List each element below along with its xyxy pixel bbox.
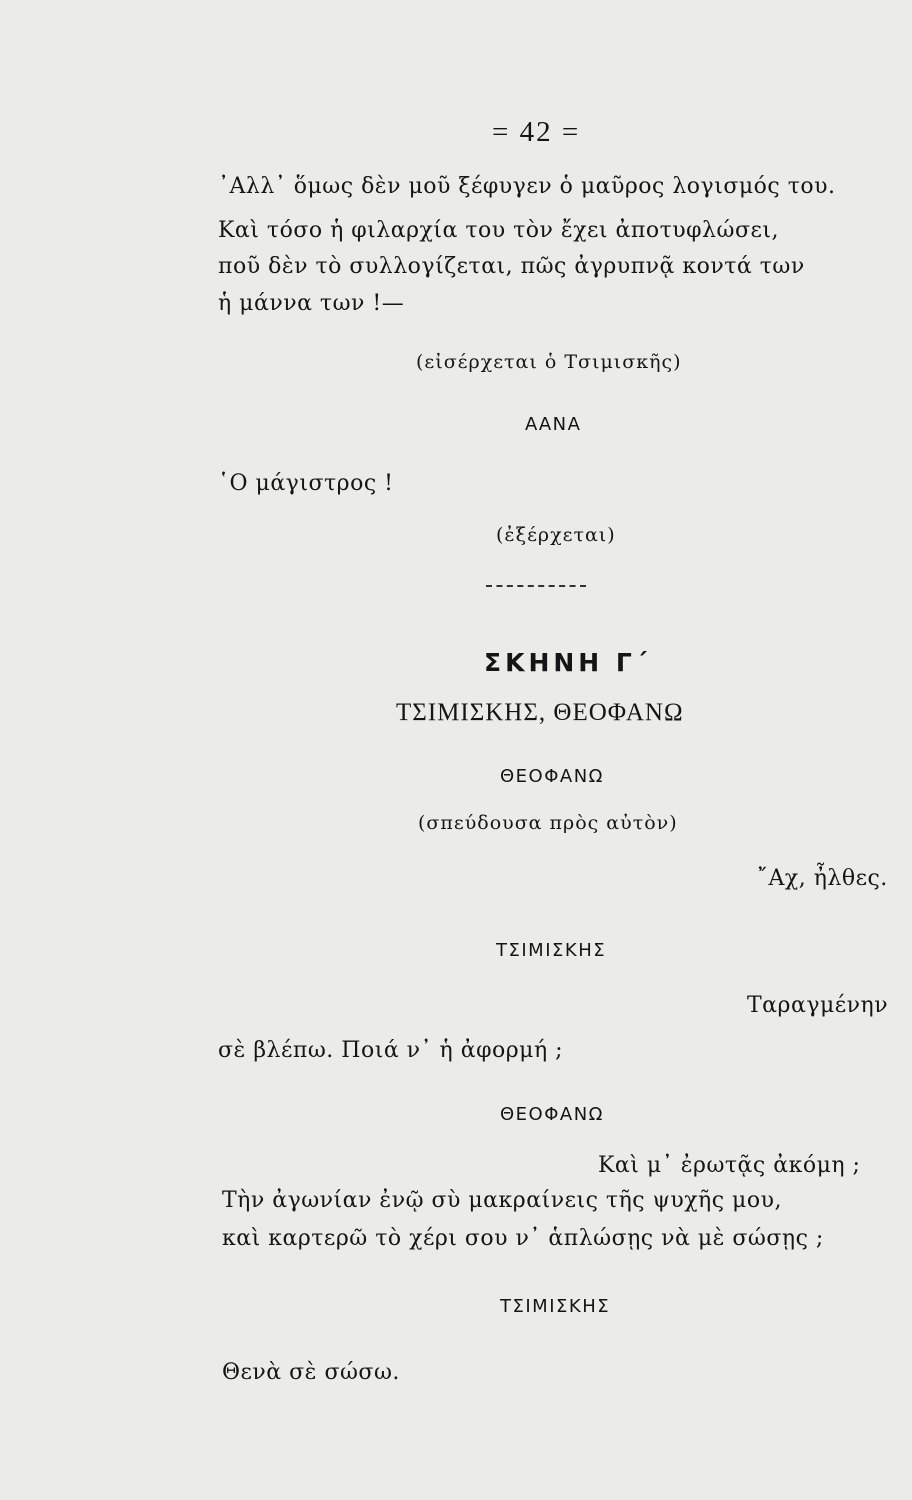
speaker-name: ΑΑΝΑ (525, 414, 582, 435)
dialogue-line: Καὶ μ᾿ ἐρωτᾷς ἀκόμη ; (598, 1153, 861, 1178)
stage-direction: (σπεύδουσα πρὸς αὐτὸν) (418, 812, 678, 834)
verse-line: Καὶ τόσο ἡ φιλαρχία του τὸν ἔχει ἀποτυφλώσει, (218, 218, 779, 243)
speaker-name: ΤΣΙΜΙΣΚΗΣ (500, 1296, 611, 1317)
stage-direction: (εἰσέρχεται ὁ Τσιμισκῆς) (416, 351, 682, 373)
dialogue-line: ῾Ο μάγιστρος ! (218, 471, 394, 496)
speaker-name: ΘΕΟΦΑΝΩ (500, 766, 604, 787)
scene-heading: ΣΚΗΝΗ Γ΄ (484, 648, 651, 677)
dialogue-line: ῎Αχ, ἦλθες. (757, 866, 888, 891)
dialogue-line: Θενὰ σὲ σώσω. (222, 1360, 400, 1385)
dialogue-line: σὲ βλέπω. Ποιά ν᾿ ἡ ἀφορμή ; (218, 1038, 564, 1063)
section-divider (486, 585, 586, 587)
verse-line: ἡ μάννα των !— (218, 291, 405, 316)
speaker-name: ΘΕΟΦΑΝΩ (500, 1104, 604, 1125)
verse-line: ποῦ δὲν τὸ συλλογίζεται, πῶς ἀγρυπνᾷ κοντά των (218, 254, 805, 279)
dialogue-line: καὶ καρτερῶ τὸ χέρι σου ν᾿ ἁπλώσῃς νὰ μὲ σώσῃς ; (222, 1226, 824, 1251)
dialogue-line: Τὴν ἀγωνίαν ἐνῷ σὺ μακραίνεις τῆς ψυχῆς μου, (222, 1188, 782, 1213)
verse-line: ᾿Αλλ᾿ ὅμως δὲν μοῦ ξέφυγεν ὁ μαῦρος λογισμός του. (218, 174, 836, 199)
scene-characters: ΤΣΙΜΙΣΚΗΣ, ΘΕΟΦΑΝΩ (396, 699, 684, 726)
speaker-name: ΤΣΙΜΙΣΚΗΣ (496, 940, 607, 961)
dialogue-line: Ταραγμένην (747, 993, 889, 1018)
page-number: = 42 = (492, 116, 581, 148)
stage-direction: (ἐξέρχεται) (496, 524, 616, 546)
